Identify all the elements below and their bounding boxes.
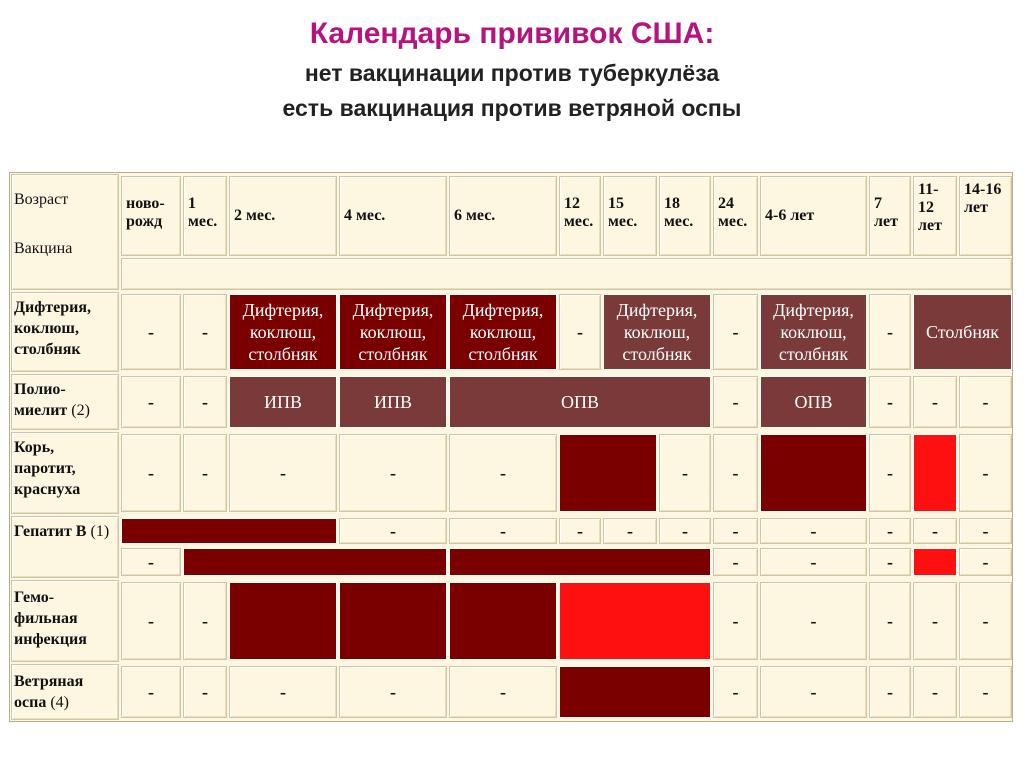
hepb-a-cell-15m [603,518,657,544]
age-header-15m [603,176,657,256]
dash: - [810,520,817,541]
vaccine-text: Столбняк [926,322,999,342]
vaccine-text: Дифтерия, коклюш, столбняк [352,300,434,364]
hib-cell-11-12y [913,582,957,660]
dash: - [810,551,817,572]
dash: - [390,462,396,483]
hepb-b-cell-7y [869,548,911,576]
mmr-cell-6m [449,434,557,512]
age-text: 4-6 лет [765,207,815,224]
row-label-text: Дифтерия, коклюш, столбняк [14,299,92,358]
polio-ipv-4m [339,376,447,428]
var-cell-6m [449,666,557,718]
dash: - [280,681,286,702]
hepb-b-cell-newborn [121,548,181,576]
dash: - [887,462,893,483]
mmr-dose-4-6y [760,434,867,512]
age-header-2m [229,176,337,256]
mmr-cell-4m [339,434,447,512]
mmr-cell-7y [869,434,911,512]
row-label-polio [11,374,119,430]
dash: - [500,681,506,702]
dash: - [932,681,938,702]
title-main: Календарь прививок США: [309,17,715,50]
polio-opv-4-6y [760,376,867,428]
dtp-dose-6m [449,294,557,370]
var-cell-24m [713,666,758,718]
mmr-cell-24m [713,434,758,512]
dash: - [982,551,989,572]
age-text: 15 мес. [608,195,638,230]
hib-cell-4-6y [760,582,867,660]
age-text: 2 мес. [234,207,276,224]
title-sub-2: есть вакцинация против ветряной оспы [282,95,742,121]
age-text: 14-16 лет [964,181,1002,216]
hepb-b-dose-6-18m [449,548,711,576]
hepb-b-cell-24m [713,548,758,576]
polio-cell-newborn [121,376,181,428]
dash: - [982,391,989,412]
dash: - [887,610,893,631]
dash: - [148,321,154,342]
age-text: 7 лет [874,195,898,230]
dash: - [982,681,989,702]
row-label-text: Полио-миелит [14,381,68,419]
mmr-cell-14-16y [959,434,1012,512]
age-header-14-16y [959,176,1012,256]
dtp-cell-1m [183,294,227,370]
dash: - [732,520,739,541]
dash: - [627,520,633,541]
row-label-text: Гепатит В [14,523,87,540]
row-note: (2) [71,402,90,419]
row-note: (4) [50,694,69,711]
var-cell-14-16y [959,666,1012,718]
hib-cell-24m [713,582,758,660]
dash: - [202,610,208,631]
dash: - [932,520,938,541]
dtp-dose-4-6y [760,294,867,370]
dash: - [280,462,286,483]
mmr-catchup-11-12y [913,434,957,512]
dash: - [810,681,817,702]
age-header-4m [339,176,447,256]
hepb-a-cell-12m [559,518,601,544]
vaccine-text: Дифтерия, коклюш, столбняк [773,300,854,364]
hib-cell-newborn [121,582,181,660]
var-cell-2m [229,666,337,718]
dash: - [732,551,739,572]
dash: - [148,391,154,412]
mmr-cell-1m [183,434,227,512]
hepb-a-cell-6m [449,518,557,544]
vaccine-text: ИПВ [263,392,302,412]
mmr-cell-2m [229,434,337,512]
dash: - [682,520,688,541]
dash: - [577,321,583,342]
dash: - [500,462,506,483]
vaccine-text: Дифтерия, коклюш, столбняк [462,300,544,364]
polio-ipv-2m [229,376,337,428]
hepb-catchup-11-12y [913,548,957,576]
hepb-a-cell-11-12y [913,518,957,544]
dash: - [148,681,154,702]
dash: - [202,321,208,342]
var-cell-4m [339,666,447,718]
var-cell-1m [183,666,227,718]
dash: - [148,551,154,572]
dash: - [148,610,154,631]
dtp-dose-2m [229,294,337,370]
dash: - [390,681,396,702]
row-note: (1) [90,523,110,540]
hib-dose-4m [339,582,447,660]
age-text: ново-рожд [126,195,165,230]
age-text: 24 мес. [718,195,748,230]
row-label-text: Корь, паротит, краснуха [14,439,81,498]
dash: - [732,321,739,342]
mmr-cell-18m [659,434,711,512]
dtp-cell-24m [713,294,758,370]
hepb-a-cell-7y [869,518,911,544]
age-text: 4 мес. [344,207,386,224]
dash: - [982,462,989,483]
td-dose-teen [913,294,1012,370]
age-vaccine-header [11,174,119,290]
dtp-dose-4m [339,294,447,370]
dash: - [887,520,893,541]
age-header-24m [713,176,758,256]
dash: - [390,520,396,541]
dtp-cell-12m [559,294,601,370]
hib-dose-6m [449,582,557,660]
row-label-hib [11,580,119,662]
var-dose-12-18m [559,666,711,718]
age-label: Возраст [14,191,69,208]
dash: - [982,610,989,631]
dash: - [732,391,739,412]
var-cell-newborn [121,666,181,718]
dash: - [887,321,893,342]
age-header-4-6y [760,176,867,256]
dash: - [887,391,893,412]
polio-opv-6-18m [449,376,711,428]
dash: - [810,610,817,631]
polio-cell-7y [869,376,911,428]
hib-cell-1m [183,582,227,660]
vaccine-text: Дифтерия, коклюш, столбняк [616,300,698,364]
var-cell-7y [869,666,911,718]
mmr-cell-newborn [121,434,181,512]
dash: - [732,610,739,631]
dash: - [202,391,208,412]
hib-cell-7y [869,582,911,660]
row-label-mmr [11,432,119,514]
polio-cell-1m [183,376,227,428]
hib-dose-2m [229,582,337,660]
header-blank-band [121,258,1012,290]
age-header-18m [659,176,711,256]
mmr-dose-12-15m [559,434,657,512]
dash: - [577,520,583,541]
age-text: 12 мес. [564,195,594,230]
age-header-6m [449,176,557,256]
row-label-dtp [11,292,119,372]
dash: - [202,462,208,483]
dash: - [682,462,688,483]
dash: - [732,462,739,483]
age-header-newborn [121,176,181,256]
hepb-b-dose-1-4m [183,548,447,576]
age-header-11-12y [913,176,957,256]
dtp-cell-newborn [121,294,181,370]
row-label-text: Гемо-фильная инфекция [14,589,87,648]
polio-cell-14-16y [959,376,1012,428]
vaccine-label: Вакцина [14,240,73,257]
dash: - [202,681,208,702]
dash: - [732,681,739,702]
vaccine-text: Дифтерия, коклюш, столбняк [242,300,324,364]
var-cell-11-12y [913,666,957,718]
hepb-b-cell-4-6y [760,548,867,576]
age-text: 18 мес. [664,195,694,230]
hepb-a-cell-14-16y [959,518,1012,544]
age-text: 6 мес. [454,207,496,224]
vaccine-text: ИПВ [373,392,412,412]
age-header-1m [183,176,227,256]
age-text: 1 мес. [188,195,218,230]
dash: - [887,681,893,702]
hepb-b-cell-14-16y [959,548,1012,576]
polio-cell-11-12y [913,376,957,428]
hepb-a-cell-24m [713,518,758,544]
hib-booster-12-18m [559,582,711,660]
title-sub-1: нет вакцинации против туберкулёза [304,60,720,86]
age-header-12m [559,176,601,256]
hepb-a-dose-0-2m [121,518,337,544]
dash: - [982,520,989,541]
dash: - [887,551,893,572]
dtp-cell-7y [869,294,911,370]
dash: - [932,391,938,412]
hepb-a-cell-18m [659,518,711,544]
polio-cell-24m [713,376,758,428]
dash: - [148,462,154,483]
vaccine-text: ОПВ [560,392,599,412]
age-text: 11-12 лет [918,181,942,234]
dash: - [500,520,506,541]
age-header-7y [869,176,911,256]
hepb-a-cell-4m [339,518,447,544]
dtp-dose-15-18m [603,294,711,370]
row-label-varicella [11,664,119,720]
hib-cell-14-16y [959,582,1012,660]
var-cell-4-6y [760,666,867,718]
row-label-hepb [11,516,119,578]
vaccine-text: ОПВ [794,392,833,412]
row-label-text: Ветряная оспа [14,673,84,711]
dash: - [932,610,938,631]
hepb-a-cell-4-6y [760,518,867,544]
